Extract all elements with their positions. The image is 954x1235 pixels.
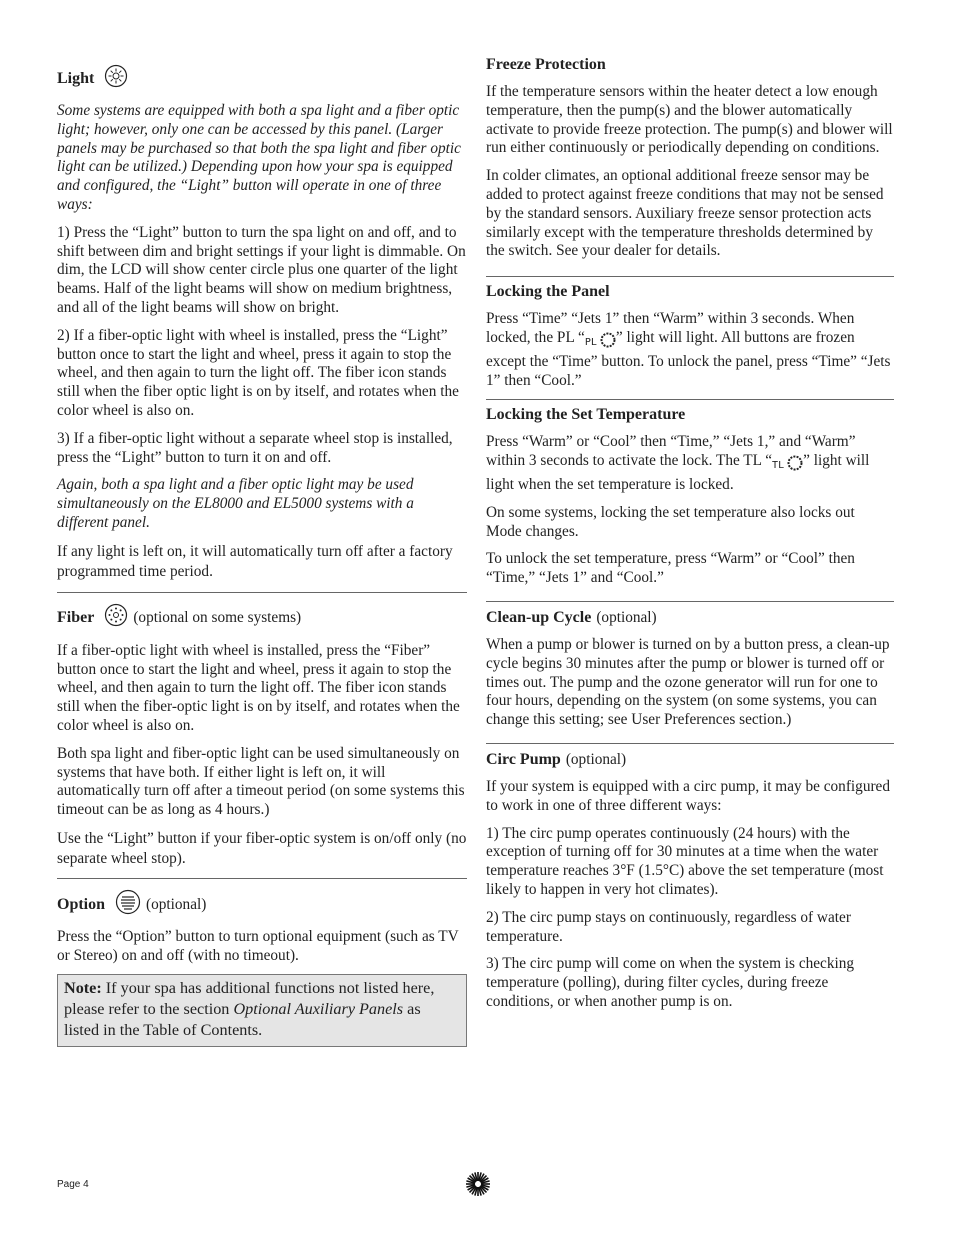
locking-panel-heading: Locking the Panel [486, 283, 610, 301]
circ-p1: If your system is equipped with a circ pump, it may be configured to work in one of three different ways: [486, 777, 890, 814]
freeze-p1: If the temperature sensors within the heater detect a low enough temperature, then the pump(s) and the blower automatically activate to provide freeze protection. The pump(s) and blower will run either continuously or periodically depending on conditions. [486, 83, 893, 157]
divider [486, 743, 894, 744]
circ-p3: 2) The circ pump stays on continuously, regardless of water temperature. [486, 908, 851, 945]
fiber-p1: If a fiber-optic light with wheel is installed, press the “Fiber” button once to start the light and wheel, press it again to stop the wheel, and then again to turn the light off. The fiber icon stands still when the fiber-optic light is on by itself, and rotates when the color wheel is also on. [57, 641, 460, 734]
circ-heading: Circ Pump (optional) [486, 750, 627, 768]
sunburst-logo [465, 1171, 491, 1202]
locking-temp-heading: Locking the Set Temperature [486, 406, 686, 424]
divider [57, 878, 467, 879]
locking-panel-p1: Press “Time” “Jets 1” then “Warm” within 3 seconds. When locked, the PL “PL ” light will light. All buttons are frozen except the “Time” button. To unlock the panel, press “Time” “Jets 1” then “Cool.” [486, 310, 891, 389]
cleanup-heading: Clean-up Cycle (optional) [486, 608, 657, 626]
note-text-end: as listed in the Table of Contents. [64, 999, 421, 1039]
note-label: Note: [64, 978, 102, 997]
tl-lock-icon: TL [772, 455, 803, 476]
fiber-heading: Fiber (optional on some systems) [57, 603, 467, 633]
divider [57, 592, 467, 593]
divider [486, 399, 894, 400]
option-heading: Option (optional) [57, 889, 467, 921]
locking-temp-p3: To unlock the set temperature, press “Warm” or “Cool” then “Time,” “Jets 1” and “Cool.” [486, 550, 855, 587]
fiber-icon [104, 603, 128, 633]
circ-p2: 1) The circ pump operates continuously (24 hours) with the exception of turning off for 30 minutes at a time when the water temperature reaches 3°F (1.5°C) above the set temperature (most likely to happen in very hot climates). [486, 824, 884, 898]
page-number: Page 4 [57, 1179, 89, 1190]
light-p2: 2) If a fiber-optic light with wheel is installed, press the “Light” button once to start the light and wheel, press it again to stop the wheel, and then again to turn the light off. The fiber icon stands still when the fiber optic light is on by itself, and rotates when the color wheel is also on. [57, 326, 459, 419]
locking-temp-p2: On some systems, locking the set temperature also locks out Mode changes. [486, 503, 855, 540]
light-intro: Some systems are equipped with both a spa light and a fiber optic light; however, only one can be accessed by this panel. (Larger panels may be purchased so that both the spa light and fiber optic light can be utilized.) Depending upon how your spa is equipped and configured, the “Light” button will operate in one of three ways: [57, 102, 461, 213]
freeze-heading: Freeze Protection [486, 56, 606, 73]
freeze-p2: In colder climates, an optional additional freeze sensor may be added to protect against freeze conditions that may not be sensed by the standard sensors. Auxiliary freeze sensor protection acts similarly except with the temperature thresholds determined by the switch. See your dealer for details. [486, 167, 884, 260]
light-heading: Light [57, 64, 467, 94]
light-icon [104, 64, 128, 94]
light-italic-note: Again, both a spa light and a fiber optic light may be used simultaneously on the EL8000 and EL5000 systems with a different panel. [57, 476, 414, 531]
right-column [486, 0, 894, 1012]
light-p3: 3) If a fiber-optic light without a separate wheel stop is installed, press the “Light” button to turn it on and off. [57, 429, 453, 466]
fiber-p3: Use the “Light” button if your fiber-optic system is on/off only (no separate wheel stop). [57, 829, 467, 868]
pl-lock-icon: PL [585, 332, 616, 353]
note-text: If your spa has additional functions not listed here, please refer to the section [64, 978, 435, 1018]
light-p1: 1) Press the “Light” button to turn the spa light on and off, and to shift between dim and bright settings if your light is dimmable. On dim, the LCD will show center circle plus one quarter of the light beams. Half of the light beams will show on medium brightness, and all of the light beams will show on bright. [57, 223, 466, 316]
locking-temp-p1: Press “Warm” or “Cool” then “Time,” “Jets 1,” and “Warm” within 3 seconds to activate the lock. The TL “TL ” light will light when the set temperature is locked. [486, 433, 870, 493]
divider [486, 276, 894, 277]
cleanup-p1: When a pump or blower is turned on by a button press, a clean-up cycle begins 30 minutes after the pump or blower is turned off or times out. The pump and the ozone generator will run for one to four hours, depending on the system (on some systems, you can change this setting; see User Preferences section.) [486, 635, 890, 729]
note-box [57, 974, 467, 1047]
option-p1: Press the “Option” button to turn optional equipment (such as TV or Stereo) on and off (with no timeout). [57, 927, 459, 964]
option-icon [115, 889, 141, 921]
light-p4: If any light is left on, it will automatically turn off after a factory programmed time period. [57, 542, 453, 581]
circ-p4: 3) The circ pump will come on when the system is checking temperature (polling), during filter cycles, during freeze conditions, or when another pump is on. [486, 955, 855, 1010]
fiber-p2: Both spa light and fiber-optic light can be used simultaneously on systems that have both. If either light is left on, it will automatically turn off after a timeout period (on some systems this timeout can be as long as 4 hours.) [57, 744, 465, 819]
divider [486, 601, 894, 602]
left-column [57, 0, 467, 1047]
note-italic: Optional Auxiliary Panels [233, 999, 404, 1018]
